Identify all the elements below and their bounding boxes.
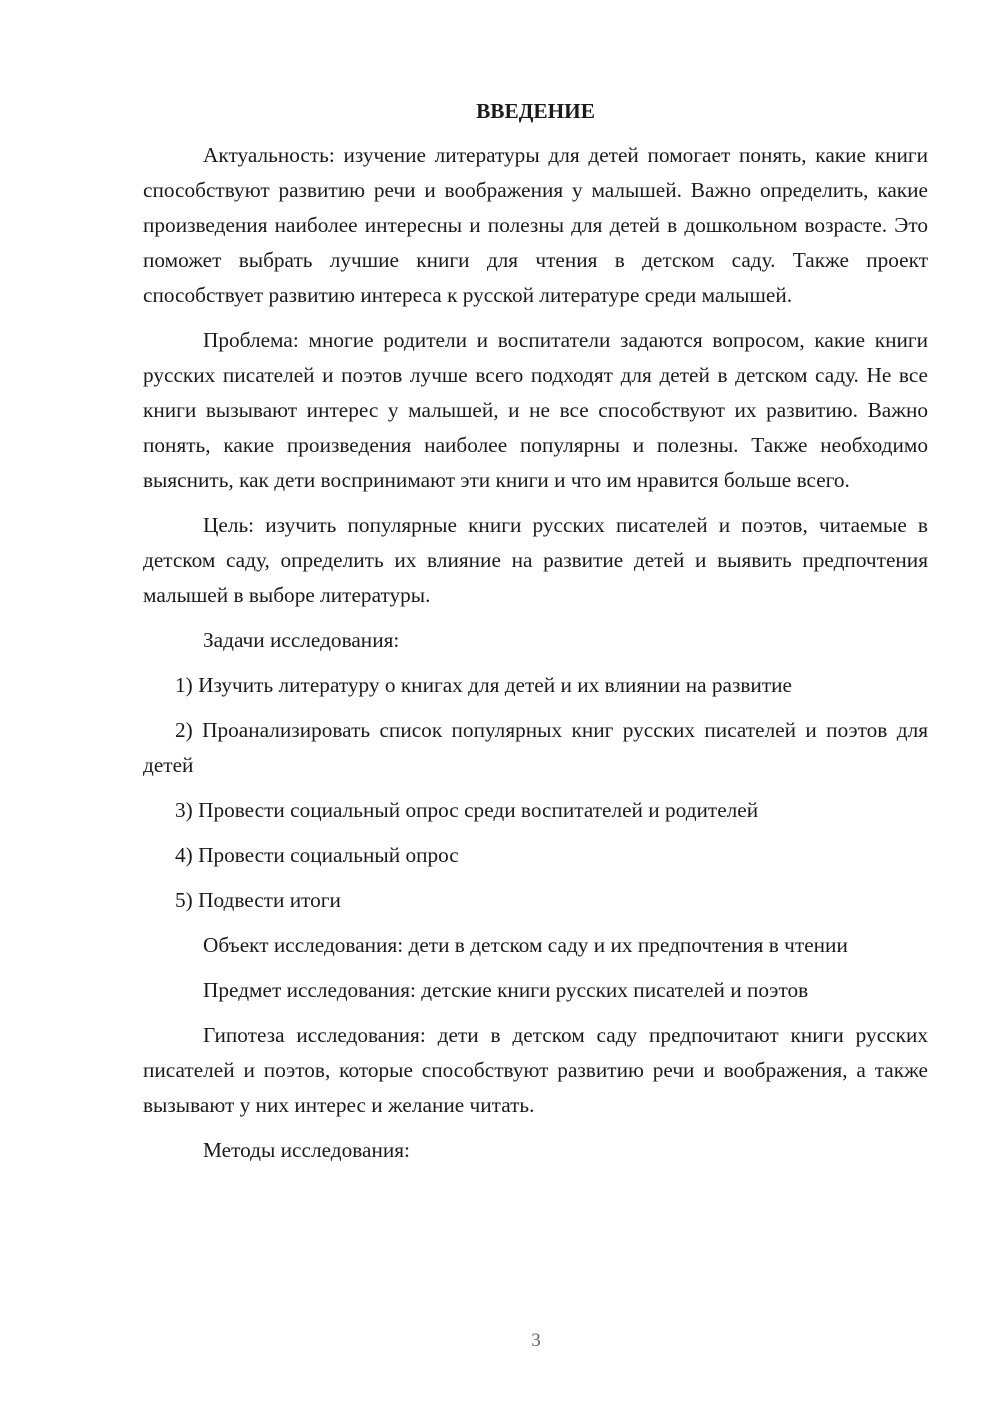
paragraph-hypothesis: Гипотеза исследования: дети в детском саду предпочитают книги русских писателей и поэтов, которые способствуют развитию речи и воображения, а также вызывают у них интерес и желание читать. xyxy=(143,1023,928,1117)
methods-heading: Методы исследования: xyxy=(203,1138,410,1162)
task-item: 3) Провести социальный опрос среди воспитателей и родителей xyxy=(175,798,759,822)
task-item: 1) Изучить литературу о книгах для детей и их влиянии на развитие xyxy=(175,673,792,697)
tasks-heading: Задачи исследования: xyxy=(203,628,400,652)
task-item: 5) Подвести итоги xyxy=(175,888,341,912)
paragraph-subject: Предмет исследования: детские книги русских писателей и поэтов xyxy=(203,978,809,1002)
paragraph-relevance: Актуальность: изучение литературы для детей помогает понять, какие книги способствуют развитию речи и воображения у малышей. Важно определить, какие произведения наиболее интересны и полезны для детей в дошкольном возрасте. Это поможет выбрать лучшие книги для чтения в детском саду. Также проект способствует развитию интереса к русской литературе среди малышей. xyxy=(143,143,928,307)
task-item: 2) Проанализировать список популярных книг русских писателей и поэтов для детей xyxy=(143,718,928,777)
paragraph-object: Объект исследования: дети в детском саду и их предпочтения в чтении xyxy=(203,933,848,957)
page-number: 3 xyxy=(531,1330,541,1351)
paragraph-goal: Цель: изучить популярные книги русских писателей и поэтов, читаемые в детском саду, определить их влияние на развитие детей и выявить предпочтения малышей в выборе литературы. xyxy=(143,513,928,607)
paragraph-problem: Проблема: многие родители и воспитатели задаются вопросом, какие книги русских писателей и поэтов лучше всего подходят для детей в детском саду. Не все книги вызывают интерес у малышей, и не все способствуют их развитию. Важно понять, какие произведения наиболее популярны и полезны. Также необходимо выяснить, как дети воспринимают эти книги и что им нравится больше всего. xyxy=(143,328,928,492)
document-title: ВВЕДЕНИЕ xyxy=(476,99,595,123)
document-page xyxy=(143,96,928,1178)
task-item: 4) Провести социальный опрос xyxy=(175,843,459,867)
